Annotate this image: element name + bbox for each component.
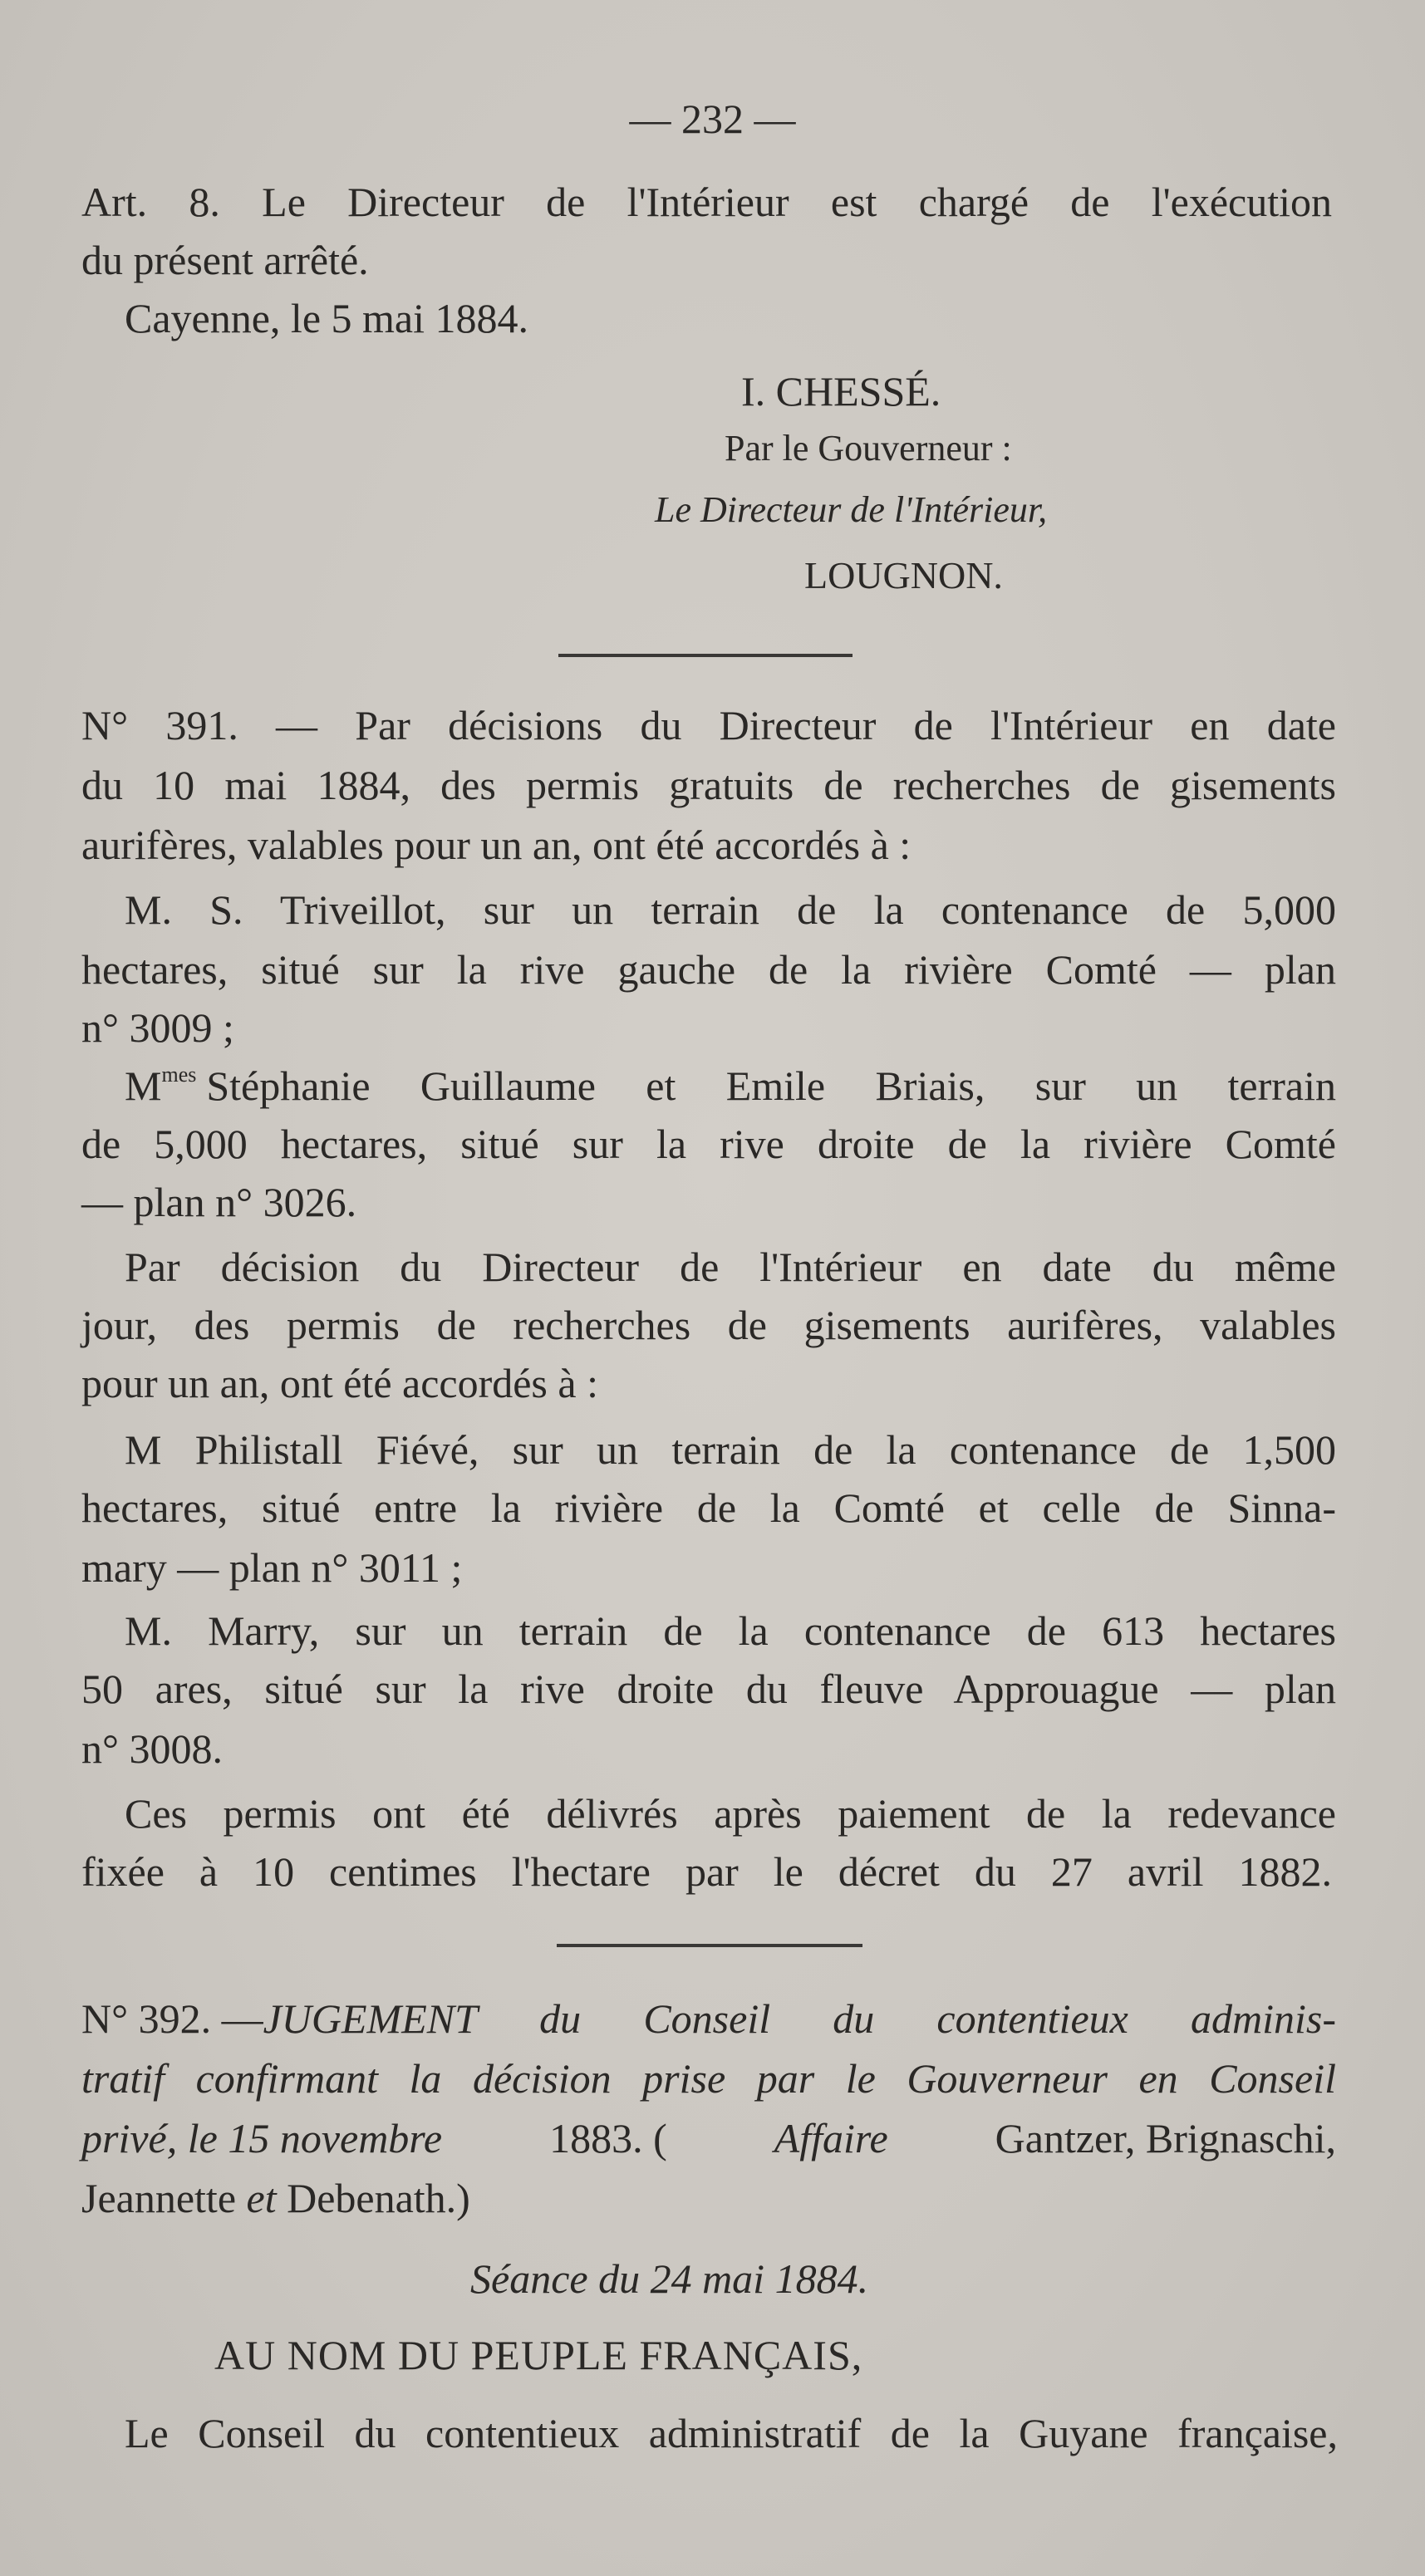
n392-line-3-a: privé, le 15 novembre bbox=[81, 2115, 443, 2161]
signature-par: Par le Gouverneur : bbox=[725, 428, 1012, 469]
para3-line-1: Ces permis ont été délivrés après paiement de la redevance bbox=[125, 1790, 1336, 1837]
item1-line-2: hectares, situé sur la rive gauche de la rivière Comté — plan bbox=[81, 946, 1336, 993]
n391-line-2: du 10 mai 1884, des permis gratuits de recherches de gisements bbox=[81, 762, 1336, 808]
item3-line-2: hectares, situé entre la rivière de la Comté et celle de Sinna- bbox=[81, 1484, 1336, 1531]
art8-line-2: du présent arrêté. bbox=[81, 237, 369, 283]
signature-title: Le Directeur de l'Intérieur, bbox=[655, 489, 1048, 530]
n391-line-1: N° 391. — Par décisions du Directeur de l'Intérieur en date bbox=[81, 702, 1336, 748]
para2-line-1: Par décision du Directeur de l'Intérieur en date du même bbox=[125, 1244, 1336, 1290]
art8-line-1: Art. 8. Le Directeur de l'Intérieur est chargé de l'exécution bbox=[81, 179, 1332, 225]
item2-line-1 bbox=[125, 1062, 1336, 1109]
place-date: Cayenne, le 5 mai 1884. bbox=[125, 295, 528, 341]
conseil-line: Le Conseil du contentieux administratif de la Guyane française, bbox=[125, 2410, 1338, 2456]
n392-line-4-c: Debenath.) bbox=[276, 2175, 470, 2221]
para2-line-3: pour un an, ont été accordés à : bbox=[81, 1360, 598, 1406]
item4-line-1: M. Marry, sur un terrain de la contenance de 613 hectares bbox=[125, 1607, 1336, 1654]
item2-line-1-text: Stéphanie Guillaume et Emile Briais, sur un terrain bbox=[206, 1062, 1336, 1109]
item4-line-3: n° 3008. bbox=[81, 1725, 223, 1772]
item3-line-3: mary — plan n° 3011 ; bbox=[81, 1544, 463, 1591]
au-nom-du-peuple: AU NOM DU PEUPLE FRANÇAIS, bbox=[214, 2332, 863, 2378]
item4-line-2: 50 ares, situé sur la rive droite du fleuve Approuague — plan bbox=[81, 1666, 1336, 1712]
n391-line-3: aurifères, valables pour un an, ont été accordés à : bbox=[81, 822, 912, 868]
item2-line-2: de 5,000 hectares, situé sur la rive droite de la rivière Comté bbox=[81, 1121, 1336, 1167]
signature-name: I. CHESSÉ. bbox=[741, 368, 941, 415]
n392-line-3-c: Affaire bbox=[774, 2115, 888, 2161]
n392-line-2: tratif confirmant la décision prise par le Gouverneur en Conseil bbox=[81, 2055, 1336, 2102]
n392-line-1 bbox=[81, 1995, 1336, 2042]
n392-number: N° 392. — bbox=[81, 1995, 263, 2042]
n392-line-3-d: Gantzer, Brignaschi, bbox=[995, 2115, 1336, 2161]
para2-line-2: jour, des permis de recherches de gisements aurifères, valables bbox=[81, 1302, 1336, 1348]
item1-line-3: n° 3009 ; bbox=[81, 1004, 234, 1051]
divider-2 bbox=[557, 1944, 862, 1947]
n392-line-4 bbox=[81, 2177, 470, 2219]
n392-heading-italic: JUGEMENT du Conseil du contentieux adminis- bbox=[263, 1995, 1336, 2042]
page-number: — 232 — bbox=[629, 96, 796, 142]
n392-line-3-b: 1883. ( bbox=[549, 2115, 667, 2161]
para3-line-2: fixée à 10 centimes l'hectare par le décret du 27 avril 1882. bbox=[81, 1848, 1332, 1895]
divider-1 bbox=[558, 654, 853, 657]
seance: Séance du 24 mai 1884. bbox=[470, 2255, 869, 2302]
item2-line-3: — plan n° 3026. bbox=[81, 1179, 357, 1225]
item2-prefix: $M^{mes}$ bbox=[125, 1062, 197, 1109]
n392-line-4-b: et bbox=[246, 2175, 277, 2221]
n392-line-4-a: Jeannette bbox=[81, 2175, 247, 2221]
n392-line-3 bbox=[81, 2117, 1336, 2159]
item3-line-1: M Philistall Fiévé, sur un terrain de la contenance de 1,500 bbox=[125, 1426, 1336, 1473]
item1-line-1: M. S. Triveillot, sur un terrain de la contenance de 5,000 bbox=[125, 886, 1336, 933]
signature-signer: LOUGNON. bbox=[804, 554, 1003, 596]
